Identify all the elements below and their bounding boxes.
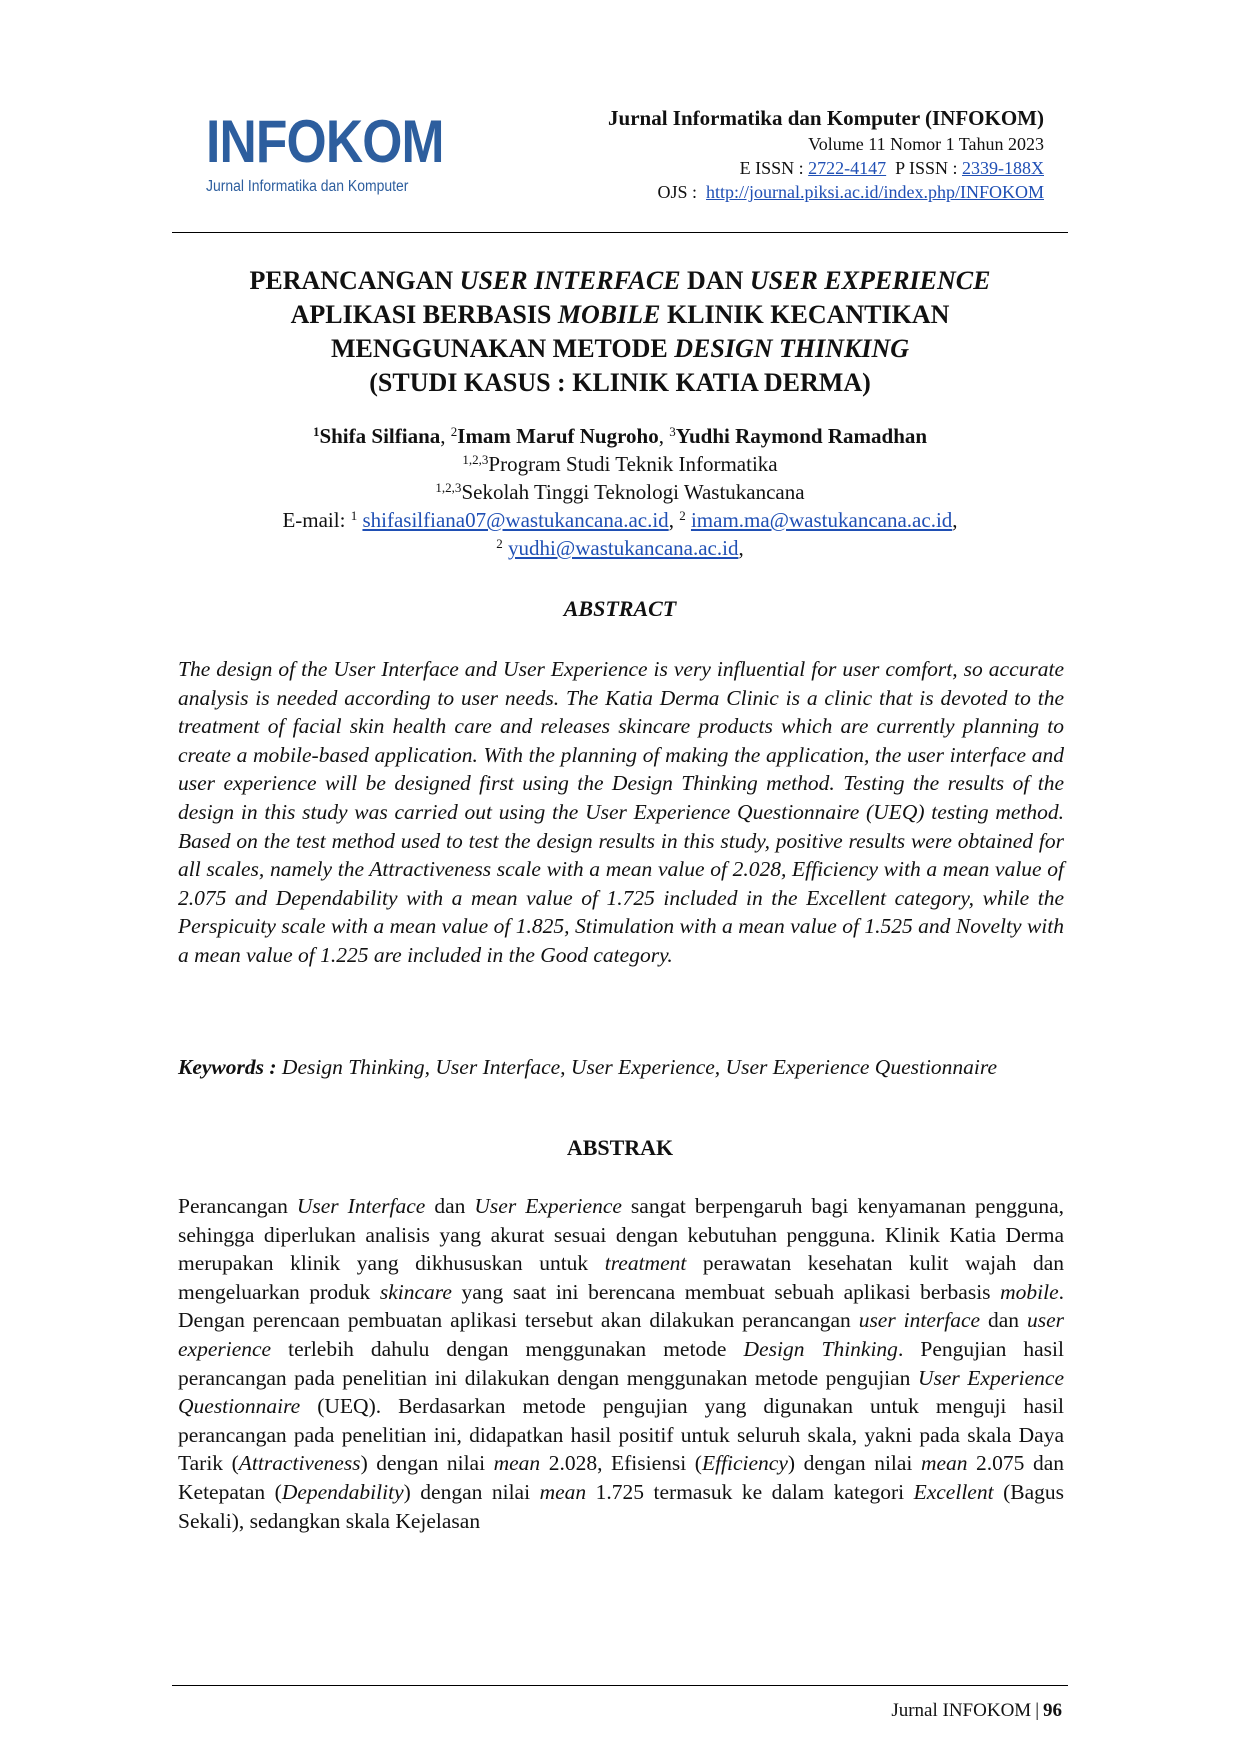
page-footer	[891, 1700, 1062, 1722]
abstrak-body	[178, 1192, 1064, 1535]
title-part: KLINIK KECANTIKAN	[660, 300, 950, 329]
text-run: mean	[539, 1479, 587, 1504]
text-run: treatment	[604, 1251, 687, 1276]
abstract-body: The design of the User Interface and User Experience is very influential for user comfort, so accurate analysis is needed according to user needs. The Katia Derma Clinic is a clinic that is devoted to the treatment of facial skin health care and releases skincare products which are currently planning to create a mobile-based application. With the planning of making the application, the user interface and user experience will be designed first using the Design Thinking method. Testing the results of the design in this study was carried out using the User Experience Questionnaire (UEQ) testing method. Based on the test method used to test the design results in this study, positive results were obtained for all scales, namely the Attractiveness scale with a mean value of 2.028, Efficiency with a mean value of 2.075 and Dependability with a mean value of 1.725 included in the Excellent category, while the Perspicuity scale with a mean value of 1.825, Stimulation with a mean value of 1.525 and Novelty with a mean value of 1.225 are included in the Good category.	[178, 657, 1064, 967]
email-sup: 2	[679, 507, 686, 523]
email-line: E-mail: $^1$ shifasilfiana07@wastukancana.ac.id, $^2$ imam.ma@wastukancana.ac.id,	[282, 507, 958, 532]
abstract-heading: ABSTRACT	[563, 596, 677, 621]
email-line-2: $^2$ yudhi@wastukancana.ac.id,	[496, 535, 744, 560]
affiliation-sup: 1,2,3	[462, 451, 489, 467]
title-case-study: (STUDI KASUS : KLINIK KATIA DERMA)	[369, 368, 871, 397]
text-run: ) dengan nilai	[787, 1451, 921, 1476]
text-run: terlebih dahulu dengan menggunakan metode	[271, 1336, 744, 1361]
text-run: 2.028, Efisiensi (	[540, 1451, 702, 1476]
ojs-label: OJS :	[657, 182, 698, 202]
journal-volume: Volume 11 Nomor 1 Tahun 2023	[808, 134, 1044, 154]
author-name: Shifa Silfiana	[319, 424, 441, 448]
title-part: MENGGUNAKAN METODE	[330, 334, 675, 363]
email-sup: 2	[496, 535, 503, 551]
footer-separator: |	[1035, 1700, 1039, 1721]
author-name: Yudhi Raymond Ramadhan	[675, 424, 928, 448]
text-run: mean	[493, 1451, 541, 1476]
text-run: User Experience Questionnaire	[178, 1365, 1064, 1419]
text-run: ) dengan nilai	[403, 1479, 540, 1504]
title-part: DESIGN THINKING	[674, 334, 910, 363]
email-label: E-mail:	[282, 508, 351, 532]
ojs-link[interactable]: http://journal.piksi.ac.id/index.php/INFOKOM	[706, 182, 1044, 202]
keywords-label: Keywords :	[178, 1055, 277, 1079]
text-run: user interface	[858, 1308, 981, 1333]
text-run: Excellent	[913, 1479, 994, 1504]
text-run: sangat berpengaruh bagi kenyamanan pengguna, sehingga diperlukan analisis yang akurat sesuai dengan kebutuhan pengguna. Klinik Katia Derma merupakan klinik yang dikhususkan untuk	[178, 1194, 1065, 1276]
text-run: Design Thinking	[743, 1336, 898, 1361]
journal-name: Jurnal Informatika dan Komputer (INFOKOM)	[608, 106, 1044, 130]
affiliation-text: Sekolah Tinggi Teknologi Wastukancana	[461, 480, 805, 504]
text-run: 1.725 termasuk ke dalam kategori	[586, 1479, 914, 1504]
text-run: User Interface	[296, 1194, 426, 1218]
title-part: MOBILE	[557, 300, 661, 329]
text-run: dan	[425, 1194, 475, 1218]
journal-logo	[206, 108, 446, 195]
pissn-label: P ISSN :	[895, 158, 958, 178]
issn-line	[608, 156, 1044, 180]
author-block	[150, 422, 1090, 562]
email-link[interactable]: yudhi@wastukancana.ac.id	[508, 536, 739, 560]
affiliation-sup: 1,2,3	[435, 479, 462, 495]
affiliation-2	[150, 478, 1090, 506]
text-run: mobile	[1000, 1279, 1059, 1304]
title-part: PERANCANGAN	[249, 266, 460, 295]
author-sup: 1	[312, 423, 320, 439]
text-run: yang saat ini berencana membuat sebuah aplikasi berbasis	[451, 1279, 1001, 1304]
affiliation-text: Program Studi Teknik Informatika	[488, 452, 778, 476]
text-run: . Dengan perencaan pembuatan aplikasi tersebut akan dilakukan perancangan	[178, 1279, 1065, 1333]
title-part: APLIKASI BERBASIS	[290, 300, 558, 329]
logo-text: INFOKOM	[206, 108, 444, 175]
ojs-line	[608, 180, 1044, 204]
text-run: Efficiency	[701, 1451, 788, 1476]
logo-subtitle: Jurnal Informatika dan Komputer	[206, 178, 409, 195]
text-run: dan	[980, 1308, 1027, 1333]
text-run: Dependability	[281, 1479, 404, 1504]
pissn-link[interactable]: 2339-188X	[962, 158, 1044, 178]
text-run: (Bagus Sekali), sedangkan skala Kejelasan	[178, 1479, 1064, 1533]
text-run: perawatan kesehatan kulit wajah dan mengeluarkan produk	[178, 1251, 1065, 1304]
abstrak-heading: ABSTRAK	[566, 1135, 674, 1160]
text-run: ) dengan nilai	[360, 1451, 494, 1476]
header-divider	[172, 232, 1068, 233]
text-run: Attractiveness	[238, 1451, 361, 1476]
page-number: 96	[1043, 1700, 1062, 1721]
author-name: Imam Maruf Nugroho	[457, 424, 659, 448]
text-run: User Experience	[474, 1194, 622, 1218]
title-part: USER EXPERIENCE	[749, 266, 991, 295]
author-sup: 3	[669, 423, 676, 439]
text-run: user experience	[178, 1308, 1064, 1361]
email-link[interactable]: imam.ma@wastukancana.ac.id	[690, 508, 953, 532]
title-part: DAN	[680, 266, 750, 295]
footer-divider	[172, 1685, 1068, 1686]
eissn-label: E ISSN :	[739, 158, 804, 178]
paper-title	[150, 264, 1090, 400]
email-link[interactable]: shifasilfiana07@wastukancana.ac.id	[362, 508, 669, 532]
text-run: skincare	[379, 1279, 452, 1304]
author-names: $^1$Shifa Silfiana, $^2$Imam Maruf Nugroho, $^3$Yudhi Raymond Ramadhan	[312, 423, 928, 448]
author-sup: 2	[450, 423, 458, 439]
email-sup: 1	[350, 507, 358, 523]
keywords-list: Design Thinking, User Interface, User Experience, User Experience Questionnaire	[281, 1055, 998, 1079]
affiliation-1	[150, 450, 1090, 478]
text-run: mean	[920, 1451, 968, 1476]
text-run: . Pengujian hasil perancangan pada penelitian ini dilakukan dengan menggunakan metode pengujian	[178, 1336, 1064, 1390]
eissn-link[interactable]: 2722-4147	[808, 158, 887, 178]
footer-journal: Jurnal INFOKOM	[891, 1700, 1032, 1721]
text-run: 2.075 dan Ketepatan (	[178, 1451, 1064, 1504]
text-run: Perancangan	[178, 1194, 297, 1218]
journal-header	[608, 104, 1044, 204]
keywords	[178, 1053, 1064, 1082]
text-run: (UEQ). Berdasarkan metode pengujian yang digunakan untuk menguji hasil perancangan pada penelitian ini, didapatkan hasil positif untuk seluruh skala, yakni pada skala Daya Tarik (	[178, 1394, 1064, 1476]
title-part: USER INTERFACE	[459, 266, 681, 295]
